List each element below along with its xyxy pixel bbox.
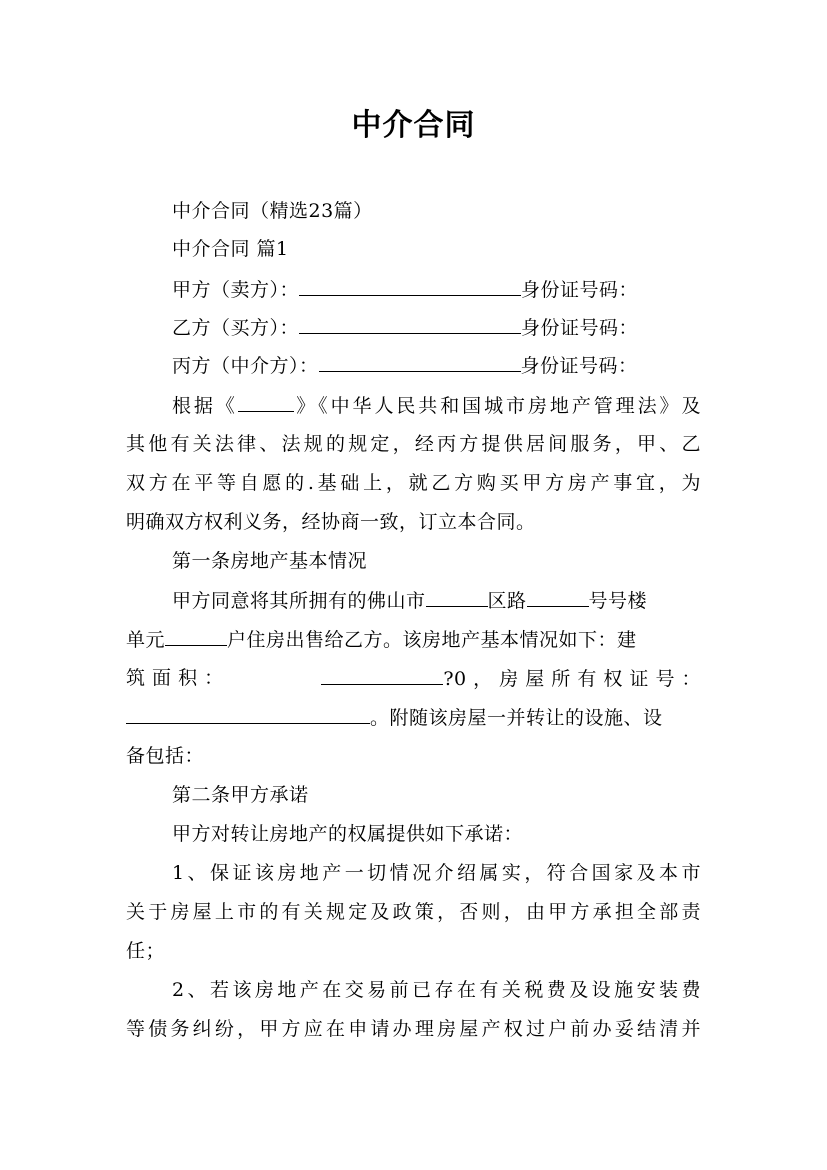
label: 身份证号码： <box>521 317 639 339</box>
blank-group <box>321 666 701 691</box>
blank-field <box>321 666 443 685</box>
text: 。附随该房屋一并转让的设施、设 <box>370 707 663 729</box>
label: 乙方（买方）： <box>172 317 300 339</box>
paragraph-line: 关于房屋上市的有关规定及政策，否则，由甲方承担全部责 <box>126 901 701 923</box>
paragraph-line <box>126 627 701 652</box>
party-a-line <box>172 277 701 302</box>
blank-field <box>527 588 589 607</box>
paragraph-line <box>172 393 701 418</box>
paragraph-line <box>172 199 701 223</box>
paragraph-line: 双方在平等自愿的.基础上，就乙方购买甲方房产事宜，为 <box>126 472 701 494</box>
paragraph-line: 等债务纠纷，甲方应在申请办理房屋产权过户前办妥结清并 <box>126 1018 701 1040</box>
paragraph-line: 任； <box>126 940 166 962</box>
blank-field <box>426 588 488 607</box>
blank-field <box>319 353 521 372</box>
text: 根据《 <box>172 395 238 417</box>
document-title: 中介合同 <box>351 108 476 143</box>
blank-field <box>165 627 227 646</box>
label: 身份证号码： <box>521 279 639 301</box>
paragraph-line <box>172 237 701 261</box>
text: 》《中华人民共和国城市房地产管理法》及 <box>293 395 701 417</box>
article-heading: 第一条房地产基本情况 <box>172 550 368 572</box>
paragraph-line <box>172 588 701 613</box>
label: 身份证号码： <box>520 355 638 377</box>
text: 甲方同意将其所拥有的佛山市 <box>172 590 426 612</box>
paragraph-line: 2、若该房地产在交易前已存在有关税费及设施安装费 <box>172 979 701 1001</box>
paragraph-line: 甲方对转让房地产的权属提供如下承诺： <box>172 823 524 845</box>
paragraph-line <box>126 666 701 691</box>
text: 号号楼 <box>588 590 648 612</box>
text: ?0 ， 房 屋 所 有 权 证 号 ： <box>443 668 701 690</box>
blank-field <box>299 315 521 334</box>
party-b-line <box>172 315 701 340</box>
party-c-line <box>172 353 701 378</box>
subtitle: 中介合同（精选23篇） <box>172 200 373 222</box>
paragraph-line: 明确双方权利义务，经协商一致，订立本合同。 <box>126 511 536 533</box>
paragraph-line: 备包括： <box>126 745 205 767</box>
label: 丙方（中介方）： <box>172 355 319 377</box>
article-heading: 第二条甲方承诺 <box>172 784 309 806</box>
blank-field <box>126 705 370 724</box>
section-heading: 中介合同 篇1 <box>172 238 289 260</box>
blank-field <box>299 277 521 296</box>
paragraph-line <box>126 705 701 730</box>
text: 筑 面 积 ： <box>126 667 224 689</box>
text: 单元 <box>126 629 166 651</box>
text: 区路 <box>487 590 527 612</box>
text: 户住房出售给乙方。该房地产基本情况如下：建 <box>227 629 637 651</box>
paragraph-line: 1、保证该房地产一切情况介绍属实，符合国家及本市 <box>172 862 701 884</box>
paragraph-line: 其他有关法律、法规的规定，经丙方提供居间服务，甲、乙 <box>126 433 701 455</box>
label: 甲方（卖方）： <box>172 279 300 301</box>
blank-field <box>238 393 294 412</box>
